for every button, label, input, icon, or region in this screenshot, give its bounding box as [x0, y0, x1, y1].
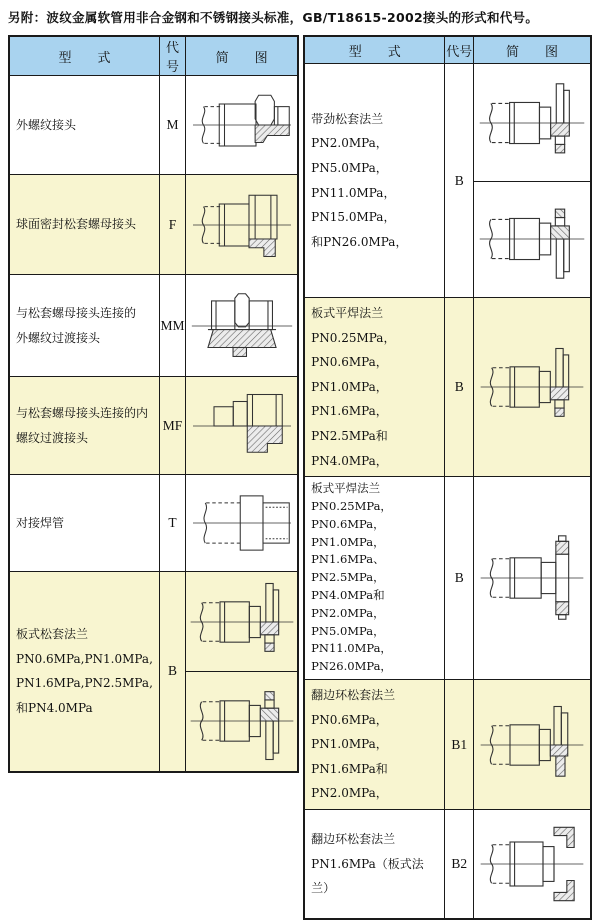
left-table — [8, 35, 299, 773]
header-code: 代号 — [159, 36, 185, 76]
flanged-ring-loose-flange-b2-diagram — [477, 817, 587, 911]
header-row — [9, 36, 298, 76]
table-row — [304, 298, 591, 477]
code-cell: B — [445, 298, 474, 477]
diagram-cell — [473, 298, 591, 477]
table-row — [9, 175, 298, 275]
table-row — [304, 810, 591, 919]
diagram-cell — [186, 275, 299, 377]
type-cell: 与松套螺母接头连接的内 螺纹过渡接头 — [9, 377, 159, 475]
code-cell: B — [445, 64, 474, 298]
butt-weld-pipe-diagram — [188, 481, 296, 565]
table-row — [304, 477, 591, 680]
type-cell: 翻边环松套法兰 PN0.6MPa，PN1.0MPa， PN1.6MPa和PN2.0MPa， — [304, 680, 445, 810]
necked-loose-flange-mirrored-diagram — [476, 191, 588, 287]
code-cell: B2 — [445, 810, 474, 919]
right-table — [303, 35, 592, 920]
type-cell: 板式平焊法兰 PN0.25MPa，PN0.6MPa， PN1.0MPa，PN1.6MPa， PN2.5MPa和PN4.0MPa， — [304, 298, 445, 477]
type-cell: 板式松套法兰 PN0.6MPa,PN1.0MPa, PN1.6MPa,PN2.5MPa, 和PN4.0MPa — [9, 572, 159, 772]
necked-loose-flange-diagram — [476, 75, 588, 171]
type-cell: 与松套螺母接头连接的 外螺纹过渡接头 — [9, 275, 159, 377]
header-type: 型 式 — [9, 36, 159, 76]
diagram-cell — [186, 475, 299, 572]
code-cell: MF — [159, 377, 185, 475]
type-cell: 板式平焊法兰 PN0.25MPa，PN0.6MPa， PN1.0MPa，PN1.6MPa、 PN2.5MPa，PN4.0MPa和 PN2.0MPa，PN5.0MPa， PN11.0MPa，PN26.0MPa， — [304, 477, 445, 680]
diagram-cell — [473, 810, 591, 919]
code-cell: B1 — [445, 680, 474, 810]
plate-loose-flange-diagram — [187, 577, 297, 667]
flanged-ring-loose-flange-b1-diagram — [477, 698, 587, 792]
diagram-sub-cell — [474, 181, 590, 297]
diagram-sub-cell — [186, 671, 297, 770]
table-row — [9, 275, 298, 377]
table-row — [304, 64, 591, 298]
diagram-cell — [473, 477, 591, 680]
type-cell: 带劲松套法兰 PN2.0MPa，PN5.0MPa， PN11.0MPa，PN15.0MPa， 和PN26.0MPa， — [304, 64, 445, 298]
diagram-cell — [186, 175, 299, 275]
code-cell: M — [159, 76, 185, 175]
plate-loose-flange-mirrored-diagram — [187, 676, 297, 766]
header-type: 型 式 — [304, 36, 445, 64]
code-cell: B — [445, 477, 474, 680]
code-cell: B — [159, 572, 185, 772]
spherical-seal-loose-nut-fitting-diagram — [188, 183, 296, 267]
male-transition-nipple-diagram — [188, 283, 296, 369]
header-diagram: 简 图 — [186, 36, 299, 76]
female-transition-fitting-diagram — [188, 384, 296, 468]
table-row — [9, 377, 298, 475]
diagram-cell — [473, 680, 591, 810]
type-cell: 球面密封松套螺母接头 — [9, 175, 159, 275]
type-cell: 翻边环松套法兰 PN1.6MPa（板式法兰） — [304, 810, 445, 919]
diagram-cell-split — [473, 64, 591, 298]
diagram-sub-cell — [474, 65, 590, 181]
type-cell: 外螺纹接头 — [9, 76, 159, 175]
diagram-sub-cell — [186, 572, 297, 671]
table-row — [9, 475, 298, 572]
tables-container — [8, 35, 592, 920]
code-cell: T — [159, 475, 185, 572]
diagram-cell-split — [186, 572, 299, 772]
diagram-cell — [186, 76, 299, 175]
diagram-cell — [186, 377, 299, 475]
code-cell: MM — [159, 275, 185, 377]
table-row — [9, 76, 298, 175]
header-diagram: 简 图 — [473, 36, 591, 64]
male-thread-fitting-diagram — [188, 83, 296, 167]
page-title: 另附：波纹金属软管用非合金钢和不锈钢接头标准，GB/T18615-2002接头的形式和代号。 — [8, 10, 539, 25]
header-code: 代号 — [445, 36, 474, 64]
plate-weld-flange-symmetric-diagram — [477, 531, 587, 625]
header-row — [304, 36, 591, 64]
code-cell: F — [159, 175, 185, 275]
plate-weld-flange-diagram — [477, 340, 587, 434]
type-cell: 对接焊管 — [9, 475, 159, 572]
table-row — [9, 572, 298, 772]
table-row — [304, 680, 591, 810]
